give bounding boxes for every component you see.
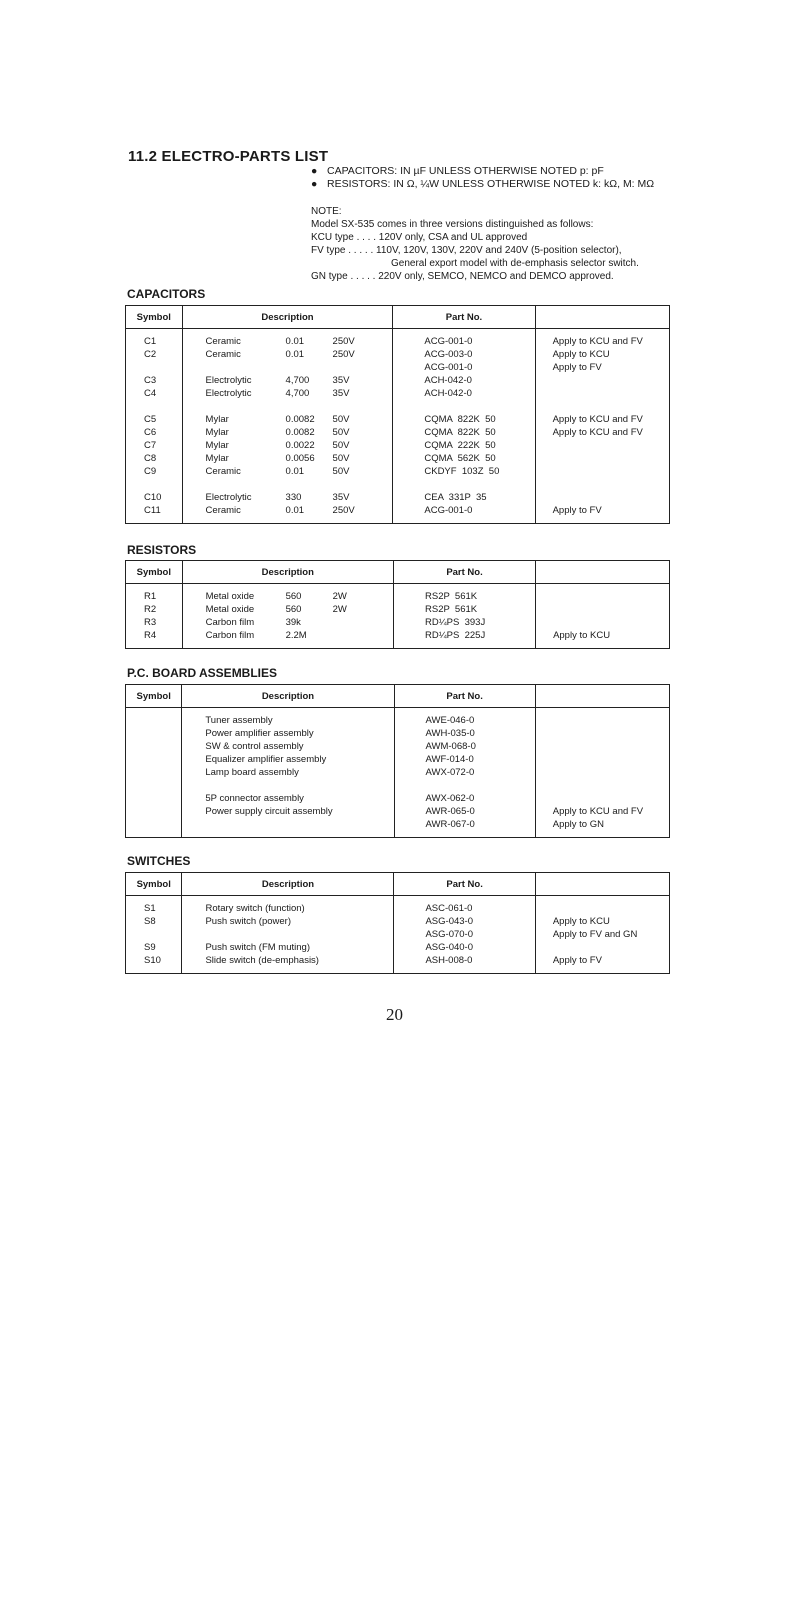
description-text: Tuner assembly — [205, 715, 273, 726]
cell-remark: Apply to KCU and FV — [552, 414, 643, 425]
row-spacer — [536, 478, 669, 491]
value-voltage-power: 50V — [332, 466, 350, 477]
cell-description — [182, 928, 393, 941]
value-rating: 39k — [285, 617, 301, 628]
cell-remark: Apply to GN — [552, 819, 604, 830]
cell-part-number: ASG-043-0 — [425, 916, 473, 927]
parts-table-switches — [125, 872, 670, 974]
value-rating: 0.0022 — [285, 440, 315, 451]
cell-part-number: ASG-070-0 — [425, 929, 473, 940]
cell-part-number: AWX-072-0 — [425, 767, 475, 778]
description-text: Carbon film — [205, 630, 255, 641]
cell-description — [182, 954, 393, 967]
cell-part-number: ACH-042-0 — [424, 388, 472, 399]
cell-symbol: S9 — [144, 942, 156, 953]
cell-part-number: ASG-040-0 — [425, 942, 473, 953]
cell-remark — [536, 714, 669, 727]
description-text: Ceramic — [205, 336, 241, 347]
cell-part-number: ACG-001-0 — [424, 336, 473, 347]
parts-table-capacitors — [125, 305, 670, 524]
value-voltage-power: 50V — [332, 414, 350, 425]
cell-symbol: C4 — [144, 388, 157, 399]
cell-description — [183, 426, 393, 439]
value-voltage-power: 50V — [332, 427, 350, 438]
cell-remark — [536, 727, 669, 740]
cell-part-number: AWF-014-0 — [425, 754, 474, 765]
value-rating: 0.01 — [285, 336, 305, 347]
cell-symbol — [126, 805, 181, 818]
value-voltage-power: 250V — [332, 505, 355, 516]
note-label: NOTE: — [311, 206, 342, 217]
cell-description — [183, 603, 393, 616]
description-text: Mylar — [205, 453, 229, 464]
description-text: Mylar — [205, 414, 229, 425]
note-line-gn: GN type . . . . . 220V only, SEMCO, NEMCO and DEMCO approved. — [311, 271, 614, 282]
cell-part-number: RD¼PS 393J — [425, 617, 486, 628]
cell-remark: Apply to KCU and FV — [552, 427, 643, 438]
description-text: Metal oxide — [205, 591, 255, 602]
cell-symbol: C7 — [144, 440, 157, 451]
value-voltage-power: 50V — [332, 440, 350, 451]
cell-remark — [536, 439, 669, 452]
cell-remark — [536, 465, 669, 478]
cell-description — [182, 714, 393, 727]
cell-description — [182, 941, 393, 954]
unit-notes — [311, 165, 654, 191]
cell-part-number: AWR-065-0 — [425, 806, 475, 817]
description-text: Electrolytic — [205, 492, 252, 503]
cell-description — [182, 727, 393, 740]
column-note — [536, 584, 670, 649]
cell-remark: Apply to KCU and FV — [552, 806, 644, 817]
cell-description — [183, 387, 393, 400]
cell-description — [183, 504, 393, 517]
value-voltage-power: 250V — [332, 336, 355, 347]
description-text: Equalizer amplifier assembly — [205, 754, 327, 765]
column-note — [535, 896, 669, 974]
cell-description — [183, 629, 393, 642]
note-intro: Model SX-535 comes in three versions distinguished as follows: — [311, 219, 594, 230]
description-text: Ceramic — [205, 466, 241, 477]
description-text: Carbon film — [205, 617, 255, 628]
description-text: Push switch (FM muting) — [205, 942, 310, 953]
unit-note-capacitors: ● CAPACITORS: IN µF UNLESS OTHERWISE NOTED p: pF — [311, 165, 604, 177]
column-header-remarks — [535, 685, 669, 708]
cell-description — [183, 590, 393, 603]
cell-symbol — [126, 766, 181, 779]
column-part — [393, 329, 535, 524]
description-text: Electrolytic — [205, 388, 252, 399]
cell-symbol: C2 — [144, 349, 157, 360]
cell-description — [182, 915, 393, 928]
column-header-remarks — [536, 561, 670, 584]
value-rating: 0.0082 — [285, 414, 315, 425]
cell-remark: Apply to FV — [552, 955, 602, 966]
cell-description — [183, 374, 393, 387]
row-spacer — [536, 400, 669, 413]
value-rating: 0.01 — [285, 466, 305, 477]
cell-remark — [536, 902, 669, 915]
column-sym — [126, 584, 183, 649]
cell-part-number: ASC-061-0 — [425, 903, 473, 914]
column-sym — [126, 896, 182, 974]
cell-part-number: AWE-046-0 — [425, 715, 475, 726]
cell-description — [182, 753, 393, 766]
column-header-remarks — [535, 873, 669, 896]
column-part — [394, 708, 535, 838]
cell-part-number: AWH-035-0 — [425, 728, 475, 739]
cell-symbol: R1 — [144, 591, 157, 602]
row-spacer — [393, 400, 534, 413]
cell-symbol — [126, 740, 181, 753]
cell-symbol: C11 — [144, 505, 161, 516]
description-text: Rotary switch (function) — [205, 903, 305, 914]
cell-symbol: R3 — [144, 617, 157, 628]
cell-remark — [536, 452, 669, 465]
column-header-remarks — [535, 306, 669, 329]
cell-description — [183, 465, 393, 478]
value-rating: 2.2M — [285, 630, 307, 641]
cell-remark — [536, 603, 669, 616]
cell-symbol — [126, 928, 181, 941]
value-voltage-power: 50V — [332, 453, 350, 464]
column-header-symbol: Symbol — [126, 873, 182, 896]
cell-remark: Apply to FV and GN — [552, 929, 638, 940]
value-rating: 4,700 — [285, 375, 310, 386]
description-text: Push switch (power) — [205, 916, 291, 927]
cell-symbol: C3 — [144, 375, 157, 386]
cell-remark: Apply to FV — [552, 505, 602, 516]
cell-part-number: RS2P 561K — [425, 604, 478, 615]
cell-description — [183, 452, 393, 465]
page-title: 11.2 ELECTRO-PARTS LIST — [128, 148, 329, 165]
cell-symbol: R2 — [144, 604, 157, 615]
column-part — [394, 896, 535, 974]
cell-symbol — [126, 792, 181, 805]
description-text: Slide switch (de-emphasis) — [205, 955, 319, 966]
column-sym — [126, 708, 182, 838]
column-header-description: Description — [182, 561, 393, 584]
value-voltage-power: 2W — [332, 604, 347, 615]
column-header-symbol: Symbol — [126, 685, 182, 708]
cell-remark — [536, 792, 669, 805]
cell-description — [182, 792, 393, 805]
parts-table-pc-board-assemblies — [125, 684, 670, 838]
section-title-capacitors: CAPACITORS — [127, 287, 206, 301]
column-part — [394, 584, 536, 649]
column-header-description: Description — [182, 873, 394, 896]
column-note — [535, 708, 669, 838]
column-header-description: Description — [182, 685, 394, 708]
row-spacer — [183, 400, 393, 413]
value-voltage-power: 35V — [332, 375, 350, 386]
description-text: Lamp board assembly — [205, 767, 299, 778]
cell-part-number: ACG-003-0 — [424, 349, 473, 360]
column-header-part-no: Part No. — [394, 873, 535, 896]
cell-description — [183, 348, 393, 361]
description-text: Power supply circuit assembly — [205, 806, 333, 817]
cell-description — [183, 361, 393, 374]
row-spacer — [393, 478, 534, 491]
cell-part-number: RD¼PS 225J — [425, 630, 486, 641]
column-header-part-no: Part No. — [394, 685, 535, 708]
section-title-pc-board-assemblies: P.C. BOARD ASSEMBLIES — [127, 666, 278, 680]
page-number: 20 — [386, 1005, 403, 1024]
cell-remark — [536, 753, 669, 766]
description-text: SW & control assembly — [205, 741, 304, 752]
cell-remark: Apply to FV — [552, 362, 602, 373]
column-header-part-no: Part No. — [394, 561, 536, 584]
cell-symbol — [126, 753, 181, 766]
description-text: Mylar — [205, 427, 229, 438]
cell-description — [182, 818, 393, 831]
cell-part-number: CKDYF 103Z 50 — [424, 466, 500, 477]
cell-remark: Apply to KCU — [552, 349, 610, 360]
cell-part-number: CQMA 222K 50 — [424, 440, 496, 451]
row-spacer — [126, 400, 182, 413]
cell-remark — [536, 387, 669, 400]
parts-table-resistors — [125, 560, 670, 649]
cell-symbol: C5 — [144, 414, 157, 425]
version-note — [311, 205, 639, 283]
value-voltage-power: 2W — [332, 591, 347, 602]
description-text: 5P connector assembly — [205, 793, 304, 804]
cell-symbol: S10 — [144, 955, 161, 966]
cell-part-number: AWR-067-0 — [425, 819, 475, 830]
note-line-fv: FV type . . . . . 110V, 120V, 130V, 220V and 240V (5-position selector), — [311, 245, 622, 256]
cell-part-number: AWX-062-0 — [425, 793, 475, 804]
description-text: Metal oxide — [205, 604, 255, 615]
cell-description — [183, 616, 393, 629]
column-header-part-no: Part No. — [393, 306, 535, 329]
cell-part-number: ACH-042-0 — [424, 375, 472, 386]
column-header-description: Description — [182, 306, 393, 329]
value-rating: 0.0056 — [285, 453, 315, 464]
value-rating: 0.0082 — [285, 427, 315, 438]
row-spacer — [536, 779, 669, 792]
cell-part-number: CQMA 822K 50 — [424, 414, 496, 425]
row-spacer — [182, 779, 393, 792]
cell-symbol: R4 — [144, 630, 157, 641]
cell-part-number: ASH-008-0 — [425, 955, 473, 966]
cell-remark — [536, 491, 669, 504]
cell-description — [182, 805, 393, 818]
cell-description — [182, 902, 393, 915]
value-voltage-power: 250V — [332, 349, 355, 360]
cell-description — [182, 740, 393, 753]
value-voltage-power: 35V — [332, 492, 350, 503]
value-voltage-power: 35V — [332, 388, 350, 399]
cell-symbol: C10 — [144, 492, 162, 503]
row-spacer — [395, 779, 535, 792]
cell-remark: Apply to KCU — [552, 916, 610, 927]
description-text: Electrolytic — [205, 375, 252, 386]
column-desc — [182, 329, 393, 524]
cell-description — [183, 491, 393, 504]
value-rating: 560 — [285, 604, 302, 615]
description-text: Power amplifier assembly — [205, 728, 314, 739]
cell-symbol: C9 — [144, 466, 157, 477]
cell-description — [183, 439, 393, 452]
cell-part-number: ACG-001-0 — [424, 362, 473, 373]
cell-symbol — [126, 714, 181, 727]
row-spacer — [183, 478, 393, 491]
column-sym — [126, 329, 183, 524]
description-text: Ceramic — [205, 349, 241, 360]
cell-description — [183, 335, 393, 348]
cell-description — [182, 766, 393, 779]
value-rating: 330 — [285, 492, 302, 503]
description-text: Mylar — [205, 440, 229, 451]
unit-note-resistors: ● RESISTORS: IN Ω, ¼W UNLESS OTHERWISE NOTED k: kΩ, M: MΩ — [311, 178, 655, 190]
cell-remark — [536, 766, 669, 779]
cell-symbol — [126, 361, 182, 374]
cell-description — [183, 413, 393, 426]
section-title-switches: SWITCHES — [127, 854, 191, 868]
cell-part-number: CEA 331P 35 — [424, 492, 487, 503]
column-header-symbol: Symbol — [126, 561, 183, 584]
value-rating: 0.01 — [285, 505, 305, 516]
column-desc — [182, 896, 394, 974]
column-note — [535, 329, 669, 524]
value-rating: 0.01 — [285, 349, 305, 360]
cell-part-number: CQMA 822K 50 — [424, 427, 496, 438]
cell-symbol: S8 — [144, 916, 156, 927]
cell-remark — [536, 590, 669, 603]
cell-symbol: C6 — [144, 427, 157, 438]
cell-remark — [536, 941, 669, 954]
note-line-kcu: KCU type . . . . 120V only, CSA and UL approved — [311, 232, 528, 243]
cell-remark — [536, 616, 669, 629]
row-spacer — [126, 779, 181, 792]
column-header-symbol: Symbol — [126, 306, 183, 329]
value-rating: 560 — [285, 591, 302, 602]
cell-part-number: AWM-068-0 — [425, 741, 476, 752]
cell-remark: Apply to KCU and FV — [552, 336, 643, 347]
cell-symbol: C8 — [144, 453, 157, 464]
cell-symbol: S1 — [144, 903, 156, 914]
cell-symbol — [126, 818, 181, 831]
cell-symbol: C1 — [144, 336, 157, 347]
value-rating: 4,700 — [285, 388, 310, 399]
cell-part-number: RS2P 561K — [425, 591, 478, 602]
note-line-fv-continued: General export model with de-emphasis selector switch. — [391, 258, 639, 269]
column-desc — [182, 584, 393, 649]
cell-remark — [536, 740, 669, 753]
row-spacer — [126, 478, 182, 491]
cell-part-number: ACG-001-0 — [424, 505, 473, 516]
section-title-resistors: RESISTORS — [127, 543, 197, 557]
cell-remark: Apply to KCU — [553, 630, 611, 641]
description-text: Ceramic — [205, 505, 241, 516]
column-desc — [182, 708, 394, 838]
cell-remark — [536, 374, 669, 387]
cell-part-number: CQMA 562K 50 — [424, 453, 496, 464]
cell-symbol — [126, 727, 181, 740]
